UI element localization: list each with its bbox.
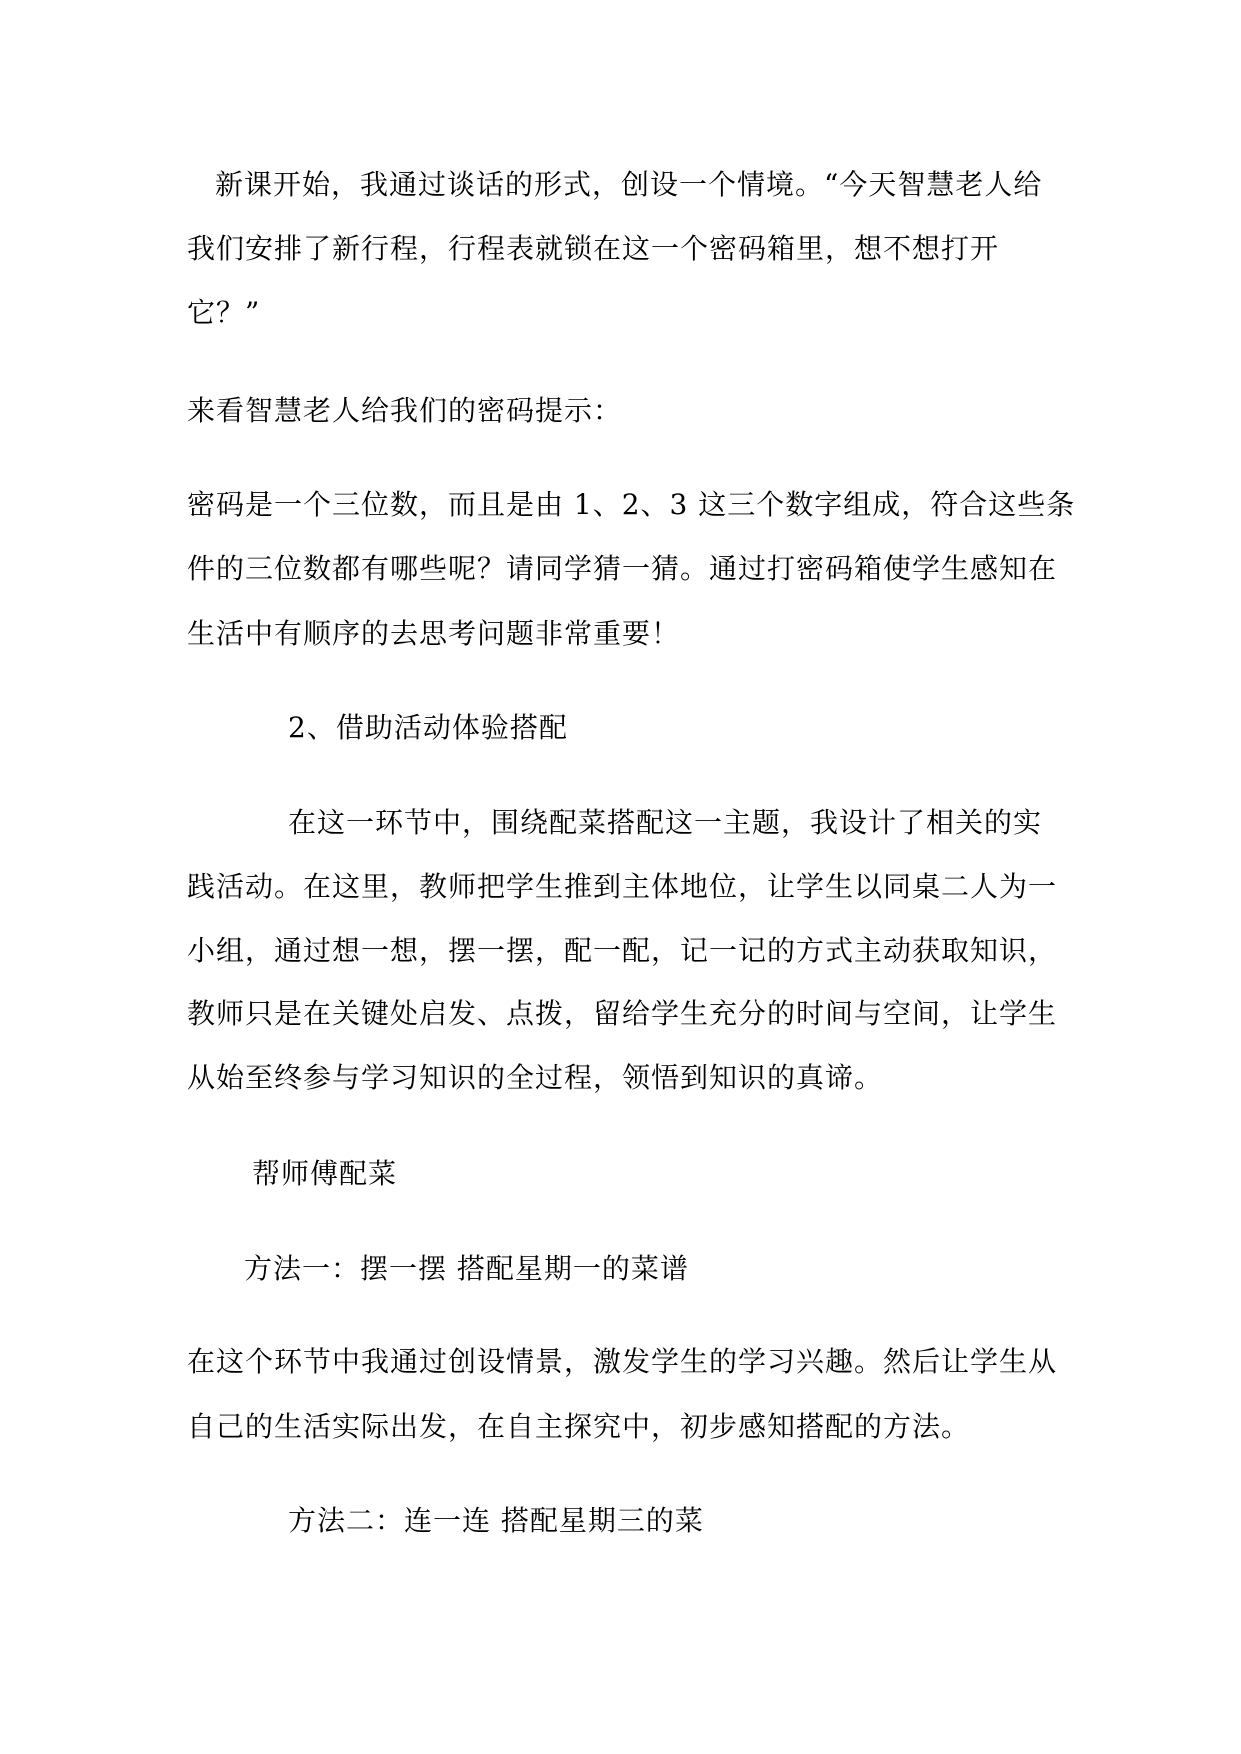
- para4-line2: 践活动。在这里，教师把学生推到主体地位，让学生以同桌二人为一: [187, 870, 1058, 903]
- subheading-help-chef: 帮师傅配菜: [252, 1157, 398, 1190]
- para2-line1: 来看智慧老人给我们的密码提示：: [187, 394, 623, 427]
- para4-line3: 小组，通过想一想，摆一摆，配一配，记一记的方式主动获取知识，: [187, 934, 1058, 967]
- subheading-method-1: 方法一：摆一摆 搭配星期一的菜谱: [244, 1252, 689, 1285]
- subheading-method-2: 方法二：连一连 搭配星期三的菜: [288, 1504, 704, 1537]
- para5-line2: 自己的生活实际出发，在自主探究中，初步感知搭配的方法。: [187, 1410, 971, 1443]
- section-heading-2: 2、借助活动体验搭配: [288, 711, 568, 744]
- para4-line1: 在这一环节中，围绕配菜搭配这一主题，我设计了相关的实: [288, 806, 1043, 839]
- para4-line5: 从始至终参与学习知识的全过程，领悟到知识的真谛。: [187, 1061, 884, 1094]
- para5-line1: 在这个环节中我通过创设情景，激发学生的学习兴趣。然后让学生从: [187, 1345, 1058, 1378]
- para3-line2: 件的三位数都有哪些呢？请同学猜一猜。通过打密码箱使学生感知在: [187, 552, 1058, 585]
- para1-line3: 它？”: [187, 296, 261, 329]
- para3-line3: 生活中有顺序的去思考问题非常重要！: [187, 617, 681, 650]
- para4-line4: 教师只是在关键处启发、点拨，留给学生充分的时间与空间，让学生: [187, 997, 1058, 1030]
- para1-line1: 新课开始，我通过谈话的形式，创设一个情境。“今天智慧老人给: [215, 168, 1043, 201]
- para1-line2: 我们安排了新行程，行程表就锁在这一个密码箱里，想不想打开: [187, 232, 1000, 265]
- para3-line1: 密码是一个三位数，而且是由 1、2、3 这三个数字组成，符合这些条: [187, 488, 1076, 521]
